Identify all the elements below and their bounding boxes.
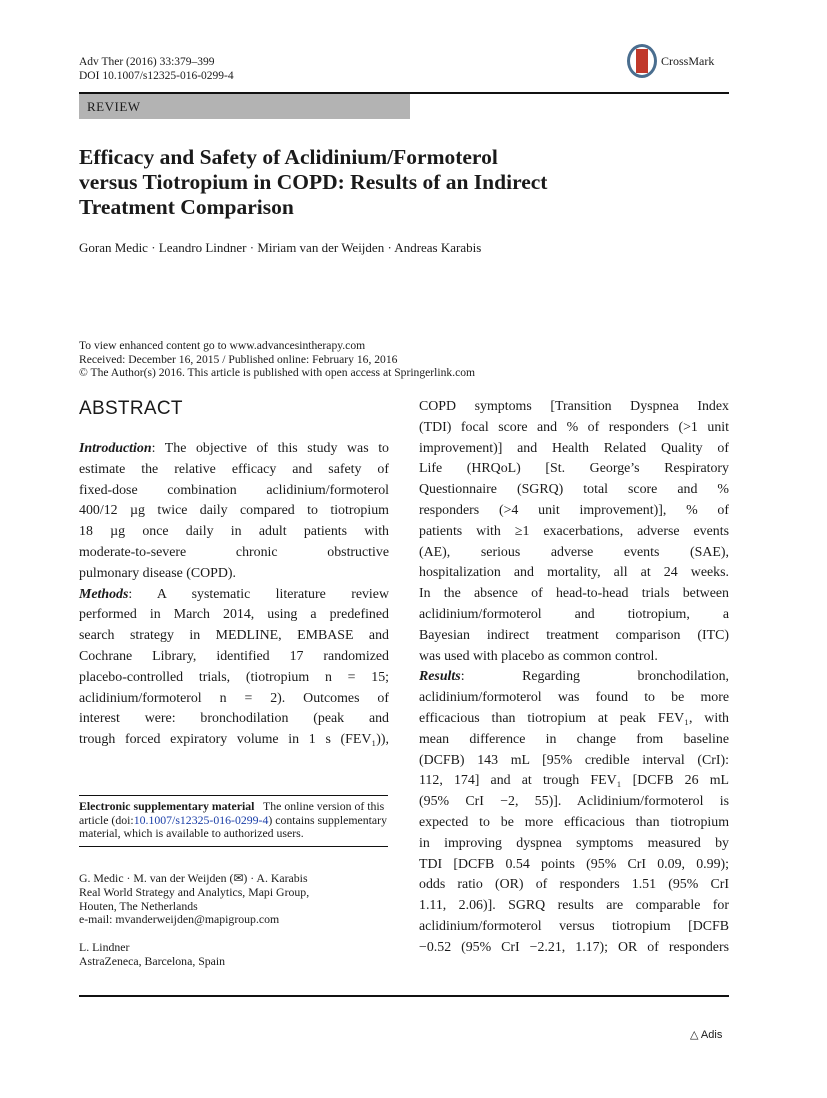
line-text: (DCFB) 143 mL [95% credible interval (CrI):	[419, 752, 729, 768]
affiliations	[79, 872, 389, 969]
text-line	[79, 501, 389, 522]
text-line	[79, 709, 389, 730]
text-line	[419, 584, 729, 605]
text-line	[419, 439, 729, 460]
line-text: Life (HRQoL) [St. George’s Respiratory	[419, 461, 729, 477]
title-line: versus Tiotropium in COPD: Results of an Indirect	[79, 170, 548, 194]
affiliation-line: G. Medic · M. van der Weijden (✉) · A. Karabis	[79, 871, 308, 885]
text-line	[79, 605, 389, 626]
line-text: mean difference in change from baseline	[419, 731, 729, 747]
text-line	[419, 771, 729, 792]
line-text: expected to be more efficacious than tiotropium	[419, 814, 729, 830]
line-text: responders (>4 unit improvement)], % of	[419, 502, 729, 518]
text-line	[419, 522, 729, 543]
copyright: © The Author(s) 2016. This article is published with open access at Springerlink.com	[79, 366, 476, 380]
dates: Received: December 16, 2015 / Published online: February 16, 2016	[79, 352, 398, 366]
line-text: aclidinium/formoterol n = 2). Outcomes of	[79, 690, 389, 706]
crossmark-label: CrossMark	[661, 53, 715, 68]
crossmark-badge[interactable]	[627, 44, 714, 78]
line-text: (TDI) focal score and % of responders (>1 unit	[419, 419, 729, 435]
text-line	[419, 563, 729, 584]
text-line	[419, 875, 729, 896]
text-line	[419, 688, 729, 709]
text-line	[419, 917, 729, 938]
text-line	[419, 605, 729, 626]
text-line	[419, 626, 729, 647]
supplementary-heading: Electronic supplementary material	[79, 799, 255, 813]
text-line	[79, 543, 389, 564]
article-info	[79, 339, 475, 380]
article-title	[79, 145, 699, 220]
line-text: search strategy in MEDLINE, EMBASE and	[79, 628, 389, 644]
text-line	[79, 689, 389, 710]
text-line	[79, 522, 389, 543]
line-text: trough forced expiratory volume in 1 s (FEV₁)),	[79, 732, 389, 748]
line-text: aclidinium/formoterol versus tiotropium [DCFB	[419, 918, 729, 934]
affiliation-line: Houten, The Netherlands	[79, 898, 198, 913]
affiliation-line: Real World Strategy and Analytics, Mapi Group,	[79, 884, 310, 899]
line-text: Questionnaire (SGRQ) total score and %	[419, 482, 729, 498]
text-line	[419, 813, 729, 834]
text-line	[79, 460, 389, 481]
line-text: aclidinium/formoterol was found to be more	[419, 690, 729, 706]
crossmark-icon	[627, 44, 657, 78]
text-line	[79, 730, 389, 751]
doi-link[interactable]: 10.1007/s12325-016-0299-4	[133, 812, 269, 827]
text-line	[419, 501, 729, 522]
line-text: estimate the relative efficacy and safety of	[79, 461, 389, 477]
line-text: in improving dyspnea symptoms measured by	[419, 835, 729, 851]
line-text: placebo-controlled trials, (tiotropium n = 15;	[79, 669, 389, 685]
section-label: Methods	[79, 586, 129, 602]
line-text: : A systematic literature review	[128, 586, 389, 602]
text-line	[419, 397, 729, 418]
line-text: 1.11, 2.06)]. SGRQ results are comparable for	[419, 898, 729, 914]
supplementary-text: The online version of this article (doi:	[79, 799, 385, 827]
text-line	[419, 751, 729, 772]
abstract-right-column	[419, 397, 729, 959]
title-line: Efficacy and Safety of Aclidinium/Formoterol	[79, 145, 498, 169]
text-line	[419, 709, 729, 730]
line-text: 18 µg once daily in adult patients with	[79, 524, 389, 540]
text-line	[79, 668, 389, 689]
text-line	[419, 792, 729, 813]
affiliation-line: AstraZeneca, Barcelona, Spain	[79, 953, 226, 968]
doi: DOI 10.1007/s12325-016-0299-4	[79, 70, 234, 82]
text-line	[419, 855, 729, 876]
line-text: 400/12 µg twice daily compared to tiotropium	[79, 503, 389, 519]
abstract-left-column	[79, 439, 389, 751]
line-text: : Regarding bronchodilation,	[460, 669, 729, 685]
citation-header	[79, 55, 234, 83]
section-label: Results	[419, 669, 461, 685]
text-line	[419, 938, 729, 959]
text-line	[79, 481, 389, 502]
line-text: efficacious than tiotropium at peak FEV₁, with	[419, 710, 729, 726]
text-line	[79, 647, 389, 668]
adis-triangle-icon: △	[690, 1029, 699, 1041]
line-text: In the absence of head-to-head trials between	[419, 586, 729, 602]
line-text: COPD symptoms [Transition Dyspnea Index	[419, 399, 729, 414]
line-text: performed in March 2014, using a predefined	[79, 607, 389, 623]
line-text: patients with ≥1 exacerbations, adverse events	[419, 523, 729, 539]
line-text: aclidinium/formoterol and tiotropium, a	[419, 606, 729, 622]
line-text: fixed-dose combination aclidinium/formoterol	[79, 482, 389, 498]
affiliation-line: L. Lindner	[79, 939, 130, 954]
text-line	[419, 543, 729, 564]
publisher-logo	[690, 1028, 722, 1041]
author-list: Goran Medic · Leandro Lindner · Miriam van der Weijden · Andreas Karabis	[79, 240, 482, 255]
title-line: Treatment Comparison	[79, 195, 294, 219]
line-text: TDI [DCFB 0.54 points (95% CrI 0.09, 0.99);	[419, 856, 729, 872]
supplementary-note	[79, 795, 388, 847]
line-text: (95% CrI −2, 55)]. Aclidinium/formoterol is	[419, 794, 729, 810]
text-line	[79, 564, 389, 585]
section-label: REVIEW	[79, 94, 410, 119]
text-line	[419, 418, 729, 439]
text-line	[419, 667, 729, 688]
section-label: Introduction	[79, 441, 152, 456]
line-text: : The objective of this study was to	[151, 441, 389, 456]
publisher-name: Adis	[700, 1029, 723, 1041]
text-line	[79, 626, 389, 647]
enhanced-content-note: To view enhanced content go to www.advancesintherapy.com	[79, 339, 366, 352]
line-text: 112, 174] and at trough FEV₁ [DCFB 26 mL	[419, 773, 729, 789]
text-line	[79, 439, 389, 460]
text-line	[419, 730, 729, 751]
text-line	[419, 459, 729, 480]
spacer	[79, 927, 389, 941]
text-line	[419, 896, 729, 917]
text-line	[419, 834, 729, 855]
line-text: was used with placebo as common control.	[419, 648, 658, 664]
line-text: improvement)] and Health Related Quality of	[419, 440, 729, 456]
line-text: odds ratio (OR) of responders 1.51 (95% CrI	[419, 877, 729, 893]
text-line	[419, 480, 729, 501]
line-text: pulmonary disease (COPD).	[79, 565, 237, 581]
line-text: Cochrane Library, identified 17 randomized	[79, 648, 389, 664]
supplementary-text: ) contains supplementary material, which is available to authorized users.	[79, 812, 387, 841]
line-text: Bayesian indirect treatment comparison (ITC)	[419, 627, 729, 643]
text-line	[419, 647, 729, 668]
line-text: (AE), serious adverse events (SAE),	[419, 544, 729, 560]
line-text: −0.52 (95% CrI −2.21, 1.17); OR of responders	[419, 939, 729, 955]
line-text: hospitalization and mortality, all at 24 weeks.	[419, 565, 729, 581]
line-text: moderate-to-severe chronic obstructive	[79, 544, 389, 560]
abstract-heading: ABSTRACT	[79, 398, 183, 419]
line-text: interest were: bronchodilation (peak and	[79, 711, 389, 727]
journal-citation: Adv Ther (2016) 33:379–399	[79, 56, 215, 68]
footer-rule	[79, 995, 729, 997]
affiliation-line: e-mail: mvanderweijden@mapigroup.com	[79, 912, 280, 927]
text-line	[79, 585, 389, 606]
